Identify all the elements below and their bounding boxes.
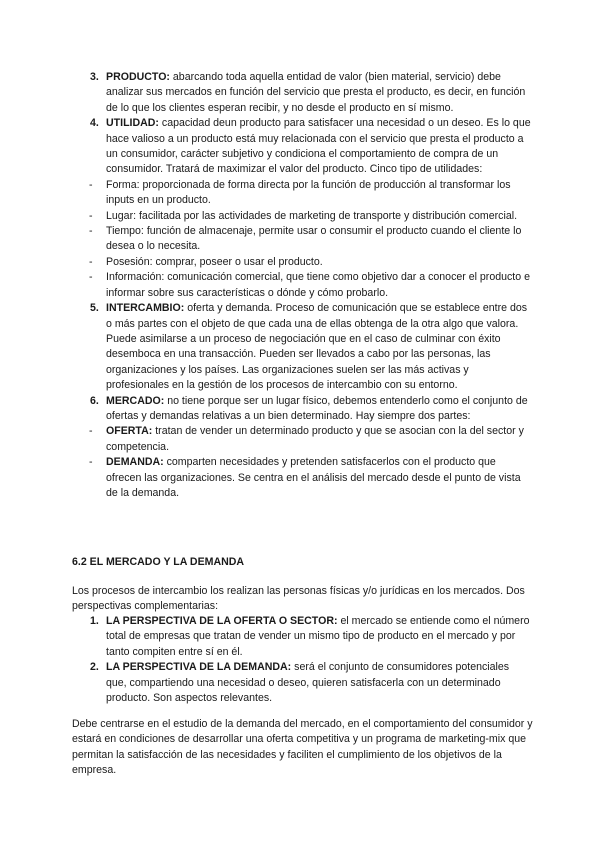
item-number: 5. bbox=[90, 302, 99, 315]
item-text: será el conjunto de consumidores potenciales que, compartiendo una necesidad o deseo, quieren satisfacerla con un determinado producto. Son aspectos relevantes. bbox=[106, 661, 510, 705]
perspectives-list bbox=[72, 614, 532, 706]
item-term: LA PERSPECTIVA DE LA DEMANDA: bbox=[106, 661, 292, 674]
item-number: 2. bbox=[90, 661, 99, 674]
list-item bbox=[72, 660, 532, 706]
dash-item bbox=[72, 178, 532, 209]
list-item bbox=[72, 116, 532, 178]
item-text: Tiempo: función de almacenaje, permite usar o consumir el producto cuando el cliente lo desea o lo necesita. bbox=[106, 225, 522, 253]
item-term: LA PERSPECTIVA DE LA OFERTA O SECTOR: bbox=[106, 615, 338, 627]
item-term: MERCADO: bbox=[106, 394, 165, 407]
item-number: 4. bbox=[90, 117, 99, 130]
dash-item bbox=[72, 270, 532, 301]
dash-bullet: - bbox=[89, 225, 93, 238]
item-term: INTERCAMBIO: bbox=[106, 302, 185, 315]
item-text: abarcando toda aquella entidad de valor (bien material, servicio) debe analizar sus mercados en función del servicio que presta el producto, es decir, en función de lo que los clientes esperan recibir, y no desde el producto en sí mismo. bbox=[106, 71, 526, 114]
intro-paragraph: Los procesos de intercambio los realizan las personas físicas y/o jurídicas en los mercados. Dos perspectivas complementarias: bbox=[72, 585, 525, 613]
dash-item bbox=[72, 255, 532, 270]
dash-bullet: - bbox=[89, 178, 93, 191]
item-term: PRODUCTO: bbox=[106, 71, 170, 83]
section-heading: 6.2 EL MERCADO Y LA DEMANDA bbox=[72, 556, 245, 568]
item-term: OFERTA: bbox=[106, 425, 153, 438]
item-text: Forma: proporcionada de forma directa por la función de producción al transformar los inputs en un producto. bbox=[106, 178, 511, 207]
dash-bullet: - bbox=[89, 456, 93, 469]
item-number: 1. bbox=[90, 615, 99, 627]
dash-item bbox=[72, 224, 532, 255]
dash-bullet: - bbox=[89, 255, 93, 268]
list-item bbox=[72, 394, 532, 425]
dash-item bbox=[72, 209, 532, 224]
list-item bbox=[72, 70, 532, 116]
list-item bbox=[72, 614, 532, 660]
closing-paragraph: Debe centrarse en el estudio de la demanda del mercado, en el comportamiento del consumidor y estará en condiciones de desarrollar una oferta competitiva y un programa de marketing-mix que permitan la satisfacción de las necesidades y faciliten el cumplimiento de los objetivos de la empresa. bbox=[72, 718, 533, 777]
item-text: Información: comunicación comercial, que tiene como objetivo dar a conocer el producto e informar sobre sus características o dónde y cómo probarlo. bbox=[106, 271, 530, 299]
dash-item bbox=[72, 424, 532, 455]
item-text: Lugar: facilitada por las actividades de marketing de transporte y distribución comercial. bbox=[106, 209, 518, 222]
item-term: DEMANDA: bbox=[106, 456, 164, 469]
item-text: el mercado se entiende como el número total de empresas que tratan de vender un mismo tipo de producto en el mercado y por tanto compiten entre sí en él. bbox=[106, 615, 530, 658]
item-number: 6. bbox=[90, 394, 99, 407]
item-text: no tiene porque ser un lugar físico, debemos entenderlo como el conjunto de ofertas y demandas relativas a un bien determinado. Hay siempre dos partes: bbox=[106, 394, 528, 422]
item-text: Posesión: comprar, poseer o usar el producto. bbox=[106, 255, 323, 268]
item-text: capacidad deun producto para satisfacer una necesidad o un deseo. Es lo que hace valioso a un producto está muy relacionada con el servicio que presta el producto a un consumidor, carácter subjetivo y condiciona el comportamiento de compra de un consumidor. Tratará de maximizar el valor del producto. Cinco tipo de utilidades: bbox=[106, 117, 531, 176]
dash-bullet: - bbox=[89, 271, 93, 284]
item-number: 3. bbox=[90, 71, 99, 83]
dash-bullet: - bbox=[89, 425, 93, 438]
concept-list bbox=[72, 70, 532, 501]
item-text: tratan de vender un determinado producto y que se asocian con la del sector y competencia. bbox=[106, 425, 524, 453]
list-item bbox=[72, 301, 532, 393]
item-term: UTILIDAD: bbox=[106, 117, 159, 130]
dash-item bbox=[72, 455, 532, 501]
item-text: comparten necesidades y pretenden satisfacerlos con el producto que ofrecen las organizaciones. Se centra en el análisis del mercado desde el punto de vista de la demanda. bbox=[106, 456, 521, 499]
dash-bullet: - bbox=[89, 209, 93, 222]
item-text: oferta y demanda. Proceso de comunicación que se establece entre dos o más partes con el objeto de que cada una de ellas obtenga de la otra algo que valora. Puede asimilarse a un proceso de negociación que en el caso de culminar con éxito desemboca en una transacción. Pueden ser llevados a cabo por las personas, las organizaciones y los países. Las organizaciones suelen ser las más activas y profesionales en la gestión de los procesos de intercambio con su entorno. bbox=[106, 302, 528, 392]
